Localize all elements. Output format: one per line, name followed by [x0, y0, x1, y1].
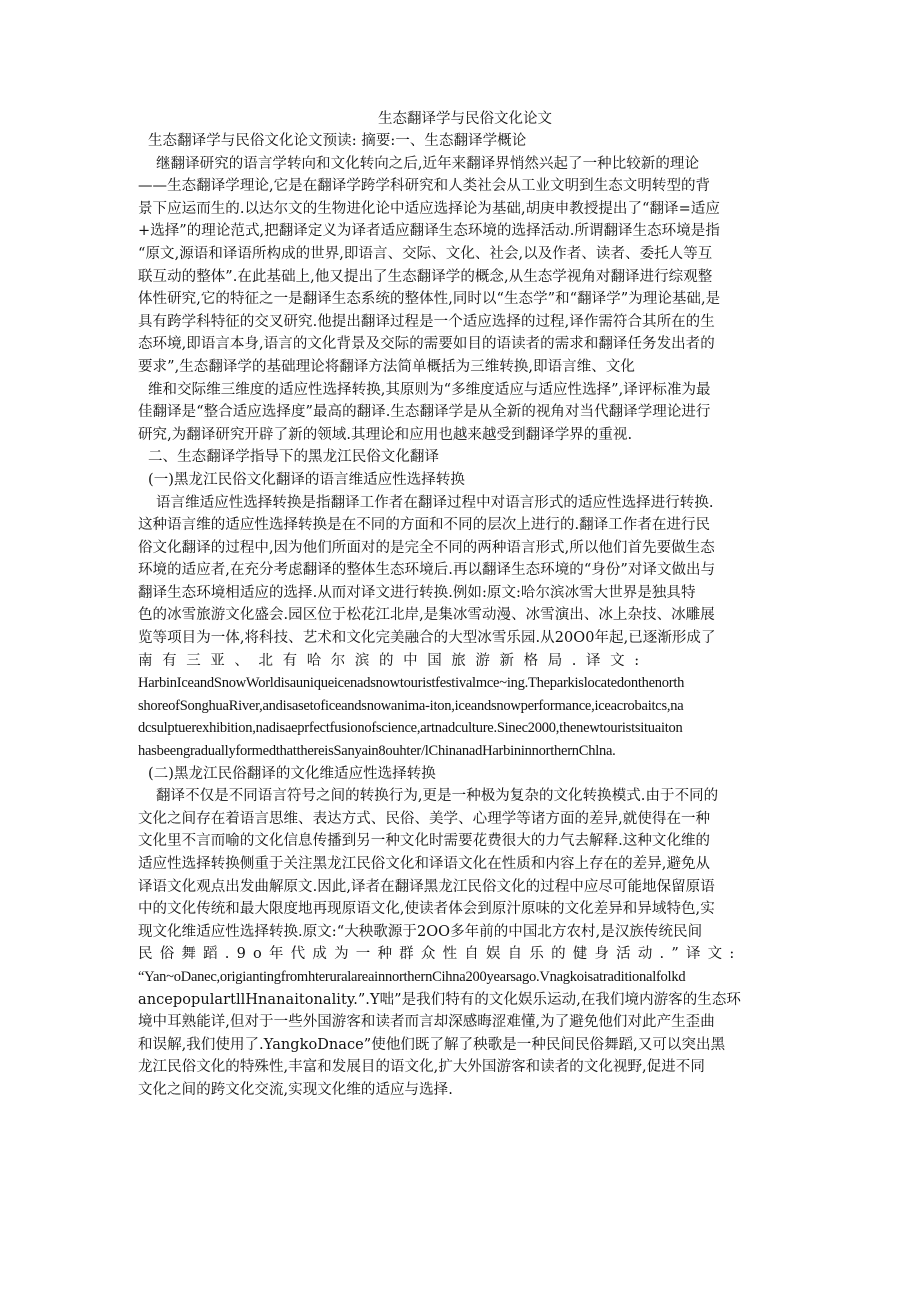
document-page [138, 108, 782, 1102]
text-line: 览等项目为一体,将科技、艺术和文化完美融合的大型冰雪乐园.从20O0年起,已逐渐形成了 [138, 630, 716, 647]
document-title: 生态翻译学与民俗文化论文 [378, 111, 552, 127]
text-line: 这种语言维的适应性选择转换是在不同的方面和不同的层次上进行的.翻译工作者在进行民 [138, 517, 711, 534]
text-line: ——生态翻译学理论,它是在翻译学跨学科研究和人类社会从工业文明到生态文明转型的背 [138, 178, 711, 195]
text-line: 翻译生态环境相适应的选择.从而对译文进行转换.例如:原文:哈尔滨冰雪大世界是独具特 [138, 584, 696, 601]
text-line: 生态翻译学与民俗文化论文预读: 摘要:一、生态翻译学概论 [148, 133, 527, 149]
text-line: 境中耳熟能详,但对于一些外国游客和读者而言却深感晦涩难懂,为了避免他们对此产生歪曲 [138, 1014, 715, 1031]
text-line: 文化里不言而喻的文化信息传播到另一种文化时需要花费很大的力气去解释.这种文化维的 [138, 833, 711, 850]
english-line: “Yan~oDanec,origiantingfromhteruralareainnorthernCihna200yearsago.Vnagkoisatraditionalfolkd [138, 968, 686, 985]
text-line: 文化之间存在着语言思维、表达方式、民俗、美学、心理学等诸方面的差异,就使得在一种 [138, 810, 711, 827]
text-line: 要求”,生态翻译学的基础理论将翻译方法简单概括为三维转换,即语言维、文化 [138, 358, 635, 375]
text-line: 俗文化翻译的过程中,因为他们所面对的是完全不同的两种语言形式,所以他们首先要做生态 [138, 539, 715, 556]
text-line: 和误解,我们使用了.YangkoDnace”使他们既了解了秧歌是一种民间民俗舞蹈,又可以突出黑 [138, 1036, 726, 1053]
subsection-heading: (一)黑龙江民俗文化翻译的语言维适应性选择转换 [148, 471, 465, 488]
text-line: 中的文化传统和最大限度地再现原语文化,使读者体会到原汁原味的文化差异和异域特色,实 [138, 901, 715, 918]
text-line: 维和交际维三维度的适应性选择转换,其原则为“多维度适应与适应性选择”,译评标准为最 [148, 381, 711, 398]
text-line: 龙江民俗文化的特殊性,丰富和发展目的语文化,扩大外国游客和读者的文化视野,促进不同 [138, 1059, 705, 1076]
text-line: 适应性选择转换侧重于关注黑龙江民俗文化和译语文化在性质和内容上存在的差异,避免从 [138, 856, 711, 872]
text-line: 继翻译研究的语言学转向和文化转向之后,近年来翻译界悄然兴起了一种比较新的理论 [156, 155, 700, 172]
text-line: 现文化维适应性选择转换.原文:“大秧歌源于2OO多年前的中国北方农村,是汉族传统民间 [138, 923, 703, 940]
text-line: 佳翻译是“整合适应选择度”最高的翻译.生态翻译学是从全新的视角对当代翻译学理论进行 [138, 404, 711, 421]
text-line: +选择”的理论范式,把翻译定义为译者适应翻译生态环境的选择活动.所谓翻译生态环境是指 [138, 223, 720, 240]
text-line: 环境的适应者,在充分考虑翻译的整体生态环境后.再以翻译生态环境的“身份”对译文做出与 [138, 562, 716, 579]
english-line: dcsulptuerexhibition,nadisaeprfectfusionofscience,artnadculture.Sinec2000,thenewtouristsituaiton [138, 720, 683, 737]
text-line: 研究,为翻译研究开辟了新的领域.其理论和应用也越来越受到翻译学界的重视. [138, 426, 633, 443]
english-line: hasbeengraduallyformedthatthereisSanyain8ouhter/lChinanadHarbininnorthernChlna. [138, 743, 616, 760]
text-line: 体性研究,它的特征之一是翻译生态系统的整体性,同时以“生态学”和“翻译学”为理论基础,是 [138, 291, 721, 308]
text-line: 文化之间的跨文化交流,实现文化维的适应与选择. [138, 1081, 453, 1098]
spread-line: 南有三亚、北有哈尔滨的中国旅游新格局.译文: [138, 652, 649, 669]
text-line: 译语文化观点出发曲解原文.因此,译者在翻译黑龙江民俗文化的过程中应尽可能地保留原语 [138, 878, 715, 895]
text-line: ancepopulartllHnanaitonality.”.Y咄”是我们特有的文化娱乐运动,在我们境内游客的生态环 [138, 991, 741, 1008]
spread-line: 民俗舞蹈.9o年代成为一种群众性自娱自乐的健身活动.”译文: [138, 946, 742, 963]
text-line: 态环境,即语言本身,语言的文化背景及交际的需要如目的语读者的需求和翻译任务发出者的 [138, 336, 715, 353]
text-line: “原文,源语和译语所构成的世界,即语言、交际、文化、社会,以及作者、读者、委托人等互 [138, 245, 713, 262]
english-line: shoreofSonghuaRiver,andisasetoficeandsnowanima-iton,iceandsnowperformance,iceacrobaitcs,na [138, 697, 684, 714]
text-line: 景下应运而生的.以达尔文的生物进化论中适应选择论为基础,胡庚申教授提出了“翻译=适应 [138, 200, 720, 217]
text-line: 语言维适应性选择转换是指翻译工作者在翻译过程中对语言形式的适应性选择进行转换. [156, 494, 714, 511]
section-heading: 二、生态翻译学指导下的黑龙江民俗文化翻译 [148, 449, 439, 466]
text-line: 具有跨学科特征的交叉研究.他提出翻译过程是一个适应选择的过程,译作需符合其所在的生 [138, 313, 715, 330]
text-line: 联互动的整体”.在此基础上,他又提出了生态翻译学的概念,从生态学视角对翻译进行综观整 [138, 268, 713, 285]
english-line: HarbinIceandSnowWorldisauniqueicenadsnowtouristfestivalmce~ing.Theparkislocatedonthenorth [138, 675, 685, 692]
text-line: 色的冰雪旅游文化盛会.园区位于松花江北岸,是集冰雪动漫、冰雪演出、冰上杂技、冰雕展 [138, 607, 715, 624]
subsection-heading: (二)黑龙江民俗翻译的文化维适应性选择转换 [148, 765, 436, 782]
text-line: 翻译不仅是不同语言符号之间的转换行为,更是一种极为复杂的文化转换模式.由于不同的 [156, 788, 719, 805]
